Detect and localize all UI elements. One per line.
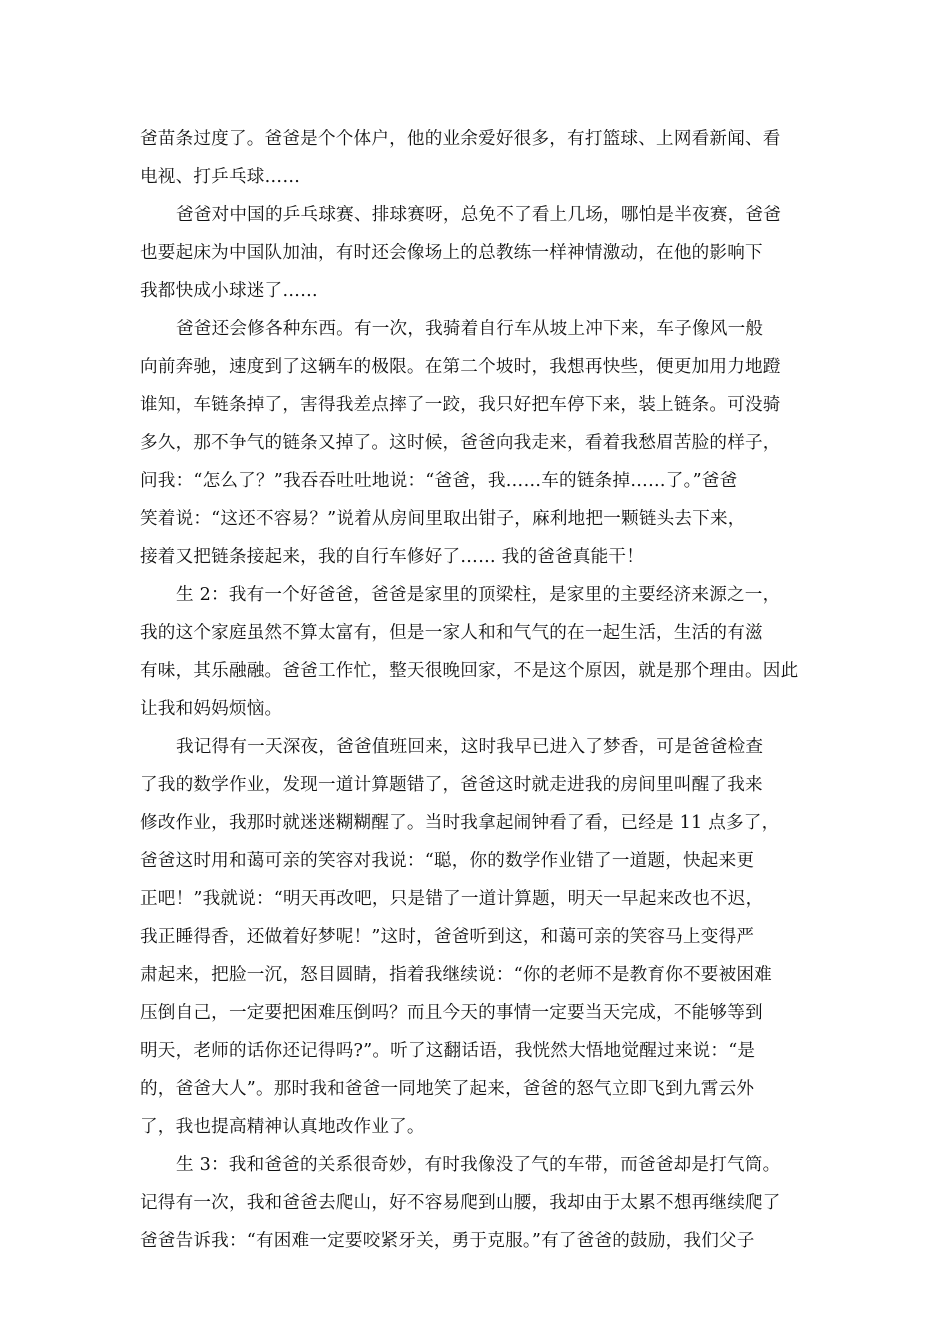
text-line: 多久，那不争气的链条又掉了。这时候，爸爸向我走来，看着我愁眉苦脸的样子，	[140, 433, 781, 453]
text-line: 修改作业，我那时就迷迷糊糊醒了。当时我拿起闹钟看了看，已经是 11 点多了，	[140, 813, 780, 833]
text-line: 我都快成小球迷了……	[140, 281, 318, 301]
text-line: 肃起来，把脸一沉，怒目圆睛，指着我继续说：“你的老师不是教育你不要被困难	[140, 965, 772, 985]
text-line: 谁知，车链条掉了，害得我差点摔了一跤，我只好把车停下来，装上链条。可没骑	[140, 395, 781, 415]
text-line: 爸苗条过度了。爸爸是个个体户，他的业余爱好很多，有打篮球、上网看新闻、看	[140, 129, 781, 149]
paragraph-start-line: 我记得有一天深夜，爸爸值班回来，这时我早已进入了梦香，可是爸爸检查	[176, 737, 764, 757]
text-line: 爸爸告诉我：“有困难一定要咬紧牙关，勇于克服。”有了爸爸的鼓励，我们父子	[140, 1231, 755, 1251]
text-line: 让我和妈妈烦恼。	[140, 699, 283, 719]
text-line: 的，爸爸大人”。那时我和爸爸一同地笑了起来，爸爸的怒气立即飞到九霄云外	[140, 1079, 755, 1099]
text-line: 压倒自己，一定要把困难压倒吗？而且今天的事情一定要当天完成，不能够等到	[140, 1003, 763, 1023]
text-line: 记得有一次，我和爸爸去爬山，好不容易爬到山腰，我却由于太累不想再继续爬了	[140, 1193, 781, 1213]
text-line: 有味，其乐融融。爸爸工作忙，整天很晚回家，不是这个原因，就是那个理由。因此	[140, 661, 799, 681]
text-line: 明天，老师的话你还记得吗?”。听了这翻话语，我恍然大悟地觉醒过来说：“是	[140, 1041, 756, 1061]
text-line: 了我的数学作业，发现一道计算题错了，爸爸这时就走进我的房间里叫醒了我来	[140, 775, 763, 795]
text-line: 电视、打乒乓球……	[140, 167, 301, 187]
paragraph-start-line: 爸爸还会修各种东西。有一次，我骑着自行车从坡上冲下来，车子像风一般	[176, 319, 764, 339]
document-body	[140, 120, 820, 1260]
text-line: 我的这个家庭虽然不算太富有，但是一家人和和气气的在一起生活，生活的有滋	[140, 623, 763, 643]
text-line: 爸爸这时用和蔼可亲的笑容对我说：“聪，你的数学作业错了一道题，快起来更	[140, 851, 755, 871]
text-line: 接着又把链条接起来，我的自行车修好了…… 我的爸爸真能干！	[140, 547, 645, 567]
paragraph-start-line: 爸爸对中国的乒乓球赛、排球赛呀，总免不了看上几场，哪怕是半夜赛，爸爸	[176, 205, 781, 225]
text-line: 向前奔驰，速度到了这辆车的极限。在第二个坡时，我想再快些，便更加用力地蹬	[140, 357, 781, 377]
text-line: 了，我也提高精神认真地改作业了。	[140, 1117, 425, 1137]
text-line: 也要起床为中国队加油，有时还会像场上的总教练一样神情激动，在他的影响下	[140, 243, 763, 263]
paragraph-start-line: 生 2：我有一个好爸爸，爸爸是家里的顶梁柱，是家里的主要经济来源之一，	[176, 585, 781, 605]
text-line: 问我：“怎么了？”我吞吞吐吐地说：“爸爸，我……车的链条掉……了。”爸爸	[140, 471, 738, 491]
text-line: 正吧！”我就说：“明天再改吧，只是错了一道计算题，明天一早起来改也不迟，	[140, 889, 764, 909]
text-line: 笑着说：“这还不容易？”说着从房间里取出钳子，麻利地把一颗链头去下来，	[140, 509, 746, 529]
paragraph-start-line: 生 3：我和爸爸的关系很奇妙，有时我像没了气的车带，而爸爸却是打气筒。	[176, 1155, 781, 1175]
text-line: 我正睡得香，还做着好梦呢！”这时，爸爸听到这，和蔼可亲的笑容马上变得严	[140, 927, 755, 947]
